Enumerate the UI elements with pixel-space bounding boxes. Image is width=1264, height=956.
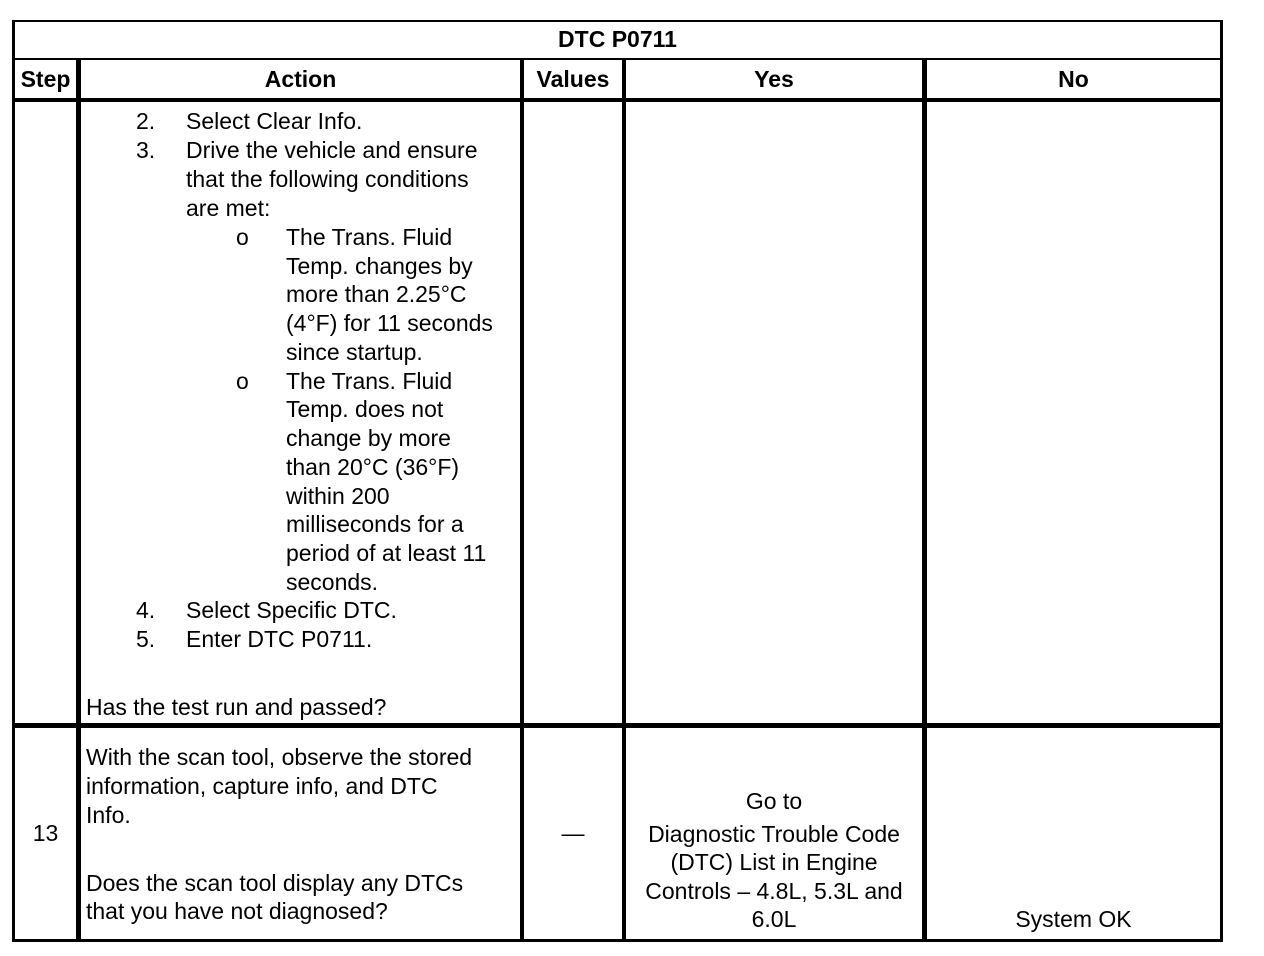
sub-bullet: o [236,368,249,394]
border-bottom [12,939,1223,942]
col-rule-yes [922,58,927,942]
list-item-text: Select Specific DTC. [186,597,397,623]
row2-yes-line: Go to [745,788,803,814]
col-rule-step [76,58,81,942]
list-number: 5. [136,626,156,652]
row2-yes-link[interactable]: Controls – 4.8L, 5.3L and [645,878,903,904]
sub-item-text: seconds. [286,569,379,595]
row1-question: Has the test run and passed? [86,694,387,720]
header-step: Step [20,66,71,92]
row2-values: — [561,820,585,846]
row2-action-line: Info. [86,802,131,828]
list-number: 2. [136,108,156,134]
sub-item-text: (4°F) for 11 seconds [286,310,493,336]
col-rule-action [520,58,524,942]
rule-header [12,98,1223,102]
row2-step: 13 [32,820,59,846]
rule-row [12,723,1223,728]
list-item-text: are met: [186,195,271,221]
rule-title [12,58,1223,60]
table-title: DTC P0711 [558,26,677,52]
sub-item-text: Temp. does not [286,396,444,422]
sub-bullet: o [236,224,249,250]
header-yes: Yes [754,66,794,92]
sub-item-text: change by more [286,425,451,451]
sub-item-text: period of at least 11 [286,540,487,566]
sub-item-text: milliseconds for a [286,511,464,537]
border-right [1220,20,1223,942]
border-left [12,20,15,942]
sub-item-text: than 20°C (36°F) [286,454,460,480]
list-number: 4. [136,597,156,623]
row2-action-line: information, capture info, and DTC [86,773,438,799]
row2-yes-link[interactable]: 6.0L [751,906,797,932]
row2-question-line: Does the scan tool display any DTCs [86,870,464,896]
row2-no: System OK [1015,906,1132,932]
sub-item-text: Temp. changes by [286,253,473,279]
sub-item-text: within 200 [286,483,390,509]
header-values: Values [536,66,610,92]
sub-item-text: more than 2.25°C [286,281,467,307]
dtc-table [12,20,1223,942]
sub-item-text: The Trans. Fluid [286,368,453,394]
row2-yes-link[interactable]: Diagnostic Trouble Code [648,821,900,847]
row2-yes-link[interactable]: (DTC) List in Engine [670,849,878,875]
sub-item-text: since startup. [286,339,423,365]
list-item-text: Drive the vehicle and ensure [186,137,478,163]
header-no: No [1058,66,1089,92]
list-number: 3. [136,137,156,163]
sub-item-text: The Trans. Fluid [286,224,453,250]
list-item-text: that the following conditions [186,166,469,192]
list-item-text: Select Clear Info. [186,108,363,134]
header-action: Action [264,66,337,92]
row2-action-line: With the scan tool, observe the stored [86,744,473,770]
border-top [12,20,1223,22]
row2-question-line: that you have not diagnosed? [86,898,388,924]
list-item-text: Enter DTC P0711. [186,626,373,652]
